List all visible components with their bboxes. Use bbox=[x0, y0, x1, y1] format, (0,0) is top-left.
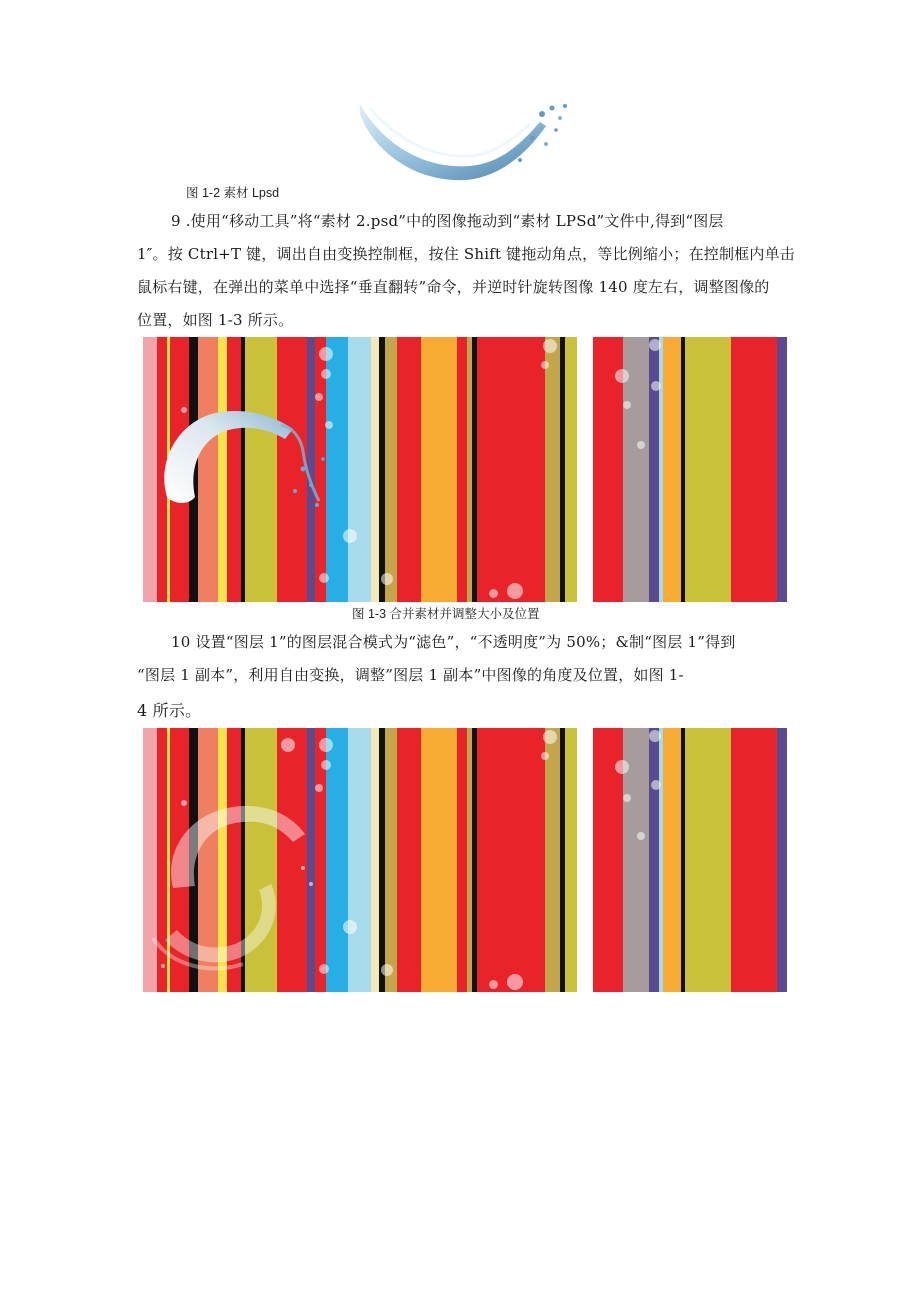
figure-1-4-right-panel bbox=[593, 728, 787, 992]
step-9-line-2: 1″。按 Ctrl+T 键，调出自由变换控制框，按住 Shift 键拖动角点，等比例缩小；在控制框内单击 bbox=[137, 245, 795, 263]
figure-1-4-left-panel bbox=[143, 728, 577, 992]
water-splash-graphic bbox=[360, 100, 572, 182]
step-10-paragraph bbox=[137, 626, 797, 726]
step-10-line-2: “图层 1 副本”，利用自由变换，调整”图层 1 副本”中图像的角度及位置，如图 1- bbox=[137, 666, 684, 684]
water-splash-rotated bbox=[153, 405, 343, 515]
figure-1-3-left-panel bbox=[143, 337, 577, 602]
figure-1-2-caption: 图 1-2 素材 Lpsd bbox=[186, 186, 280, 200]
screen-blended-splashes bbox=[143, 788, 333, 978]
figure-1-2-image bbox=[360, 100, 572, 182]
step-10-line-1: 10 设置“图层 1”的图层混合模式为“滤色”，“不透明度”为 50%；&制“图层 1”得到 bbox=[171, 633, 736, 651]
step-9-paragraph bbox=[137, 205, 797, 337]
step-10-line-3: 4 所示。 bbox=[137, 701, 202, 720]
step-9-line-3: 鼠标右键，在弹出的菜单中选择“垂直翻转”命令，并逆时针旋转图像 140 度左右，调整图像的 bbox=[137, 278, 770, 296]
step-9-line-1: 9 .使用“移动工具”将“素材 2.psd”中的图像拖动到“素材 LPSd”文件中,得到“图层 bbox=[171, 212, 724, 230]
figure-1-3-right-panel bbox=[593, 337, 787, 602]
step-9-line-4: 位置，如图 1-3 所示。 bbox=[137, 311, 294, 329]
figure-1-3-caption: 图 1-3 合并素材并调整大小及位置 bbox=[352, 607, 540, 621]
